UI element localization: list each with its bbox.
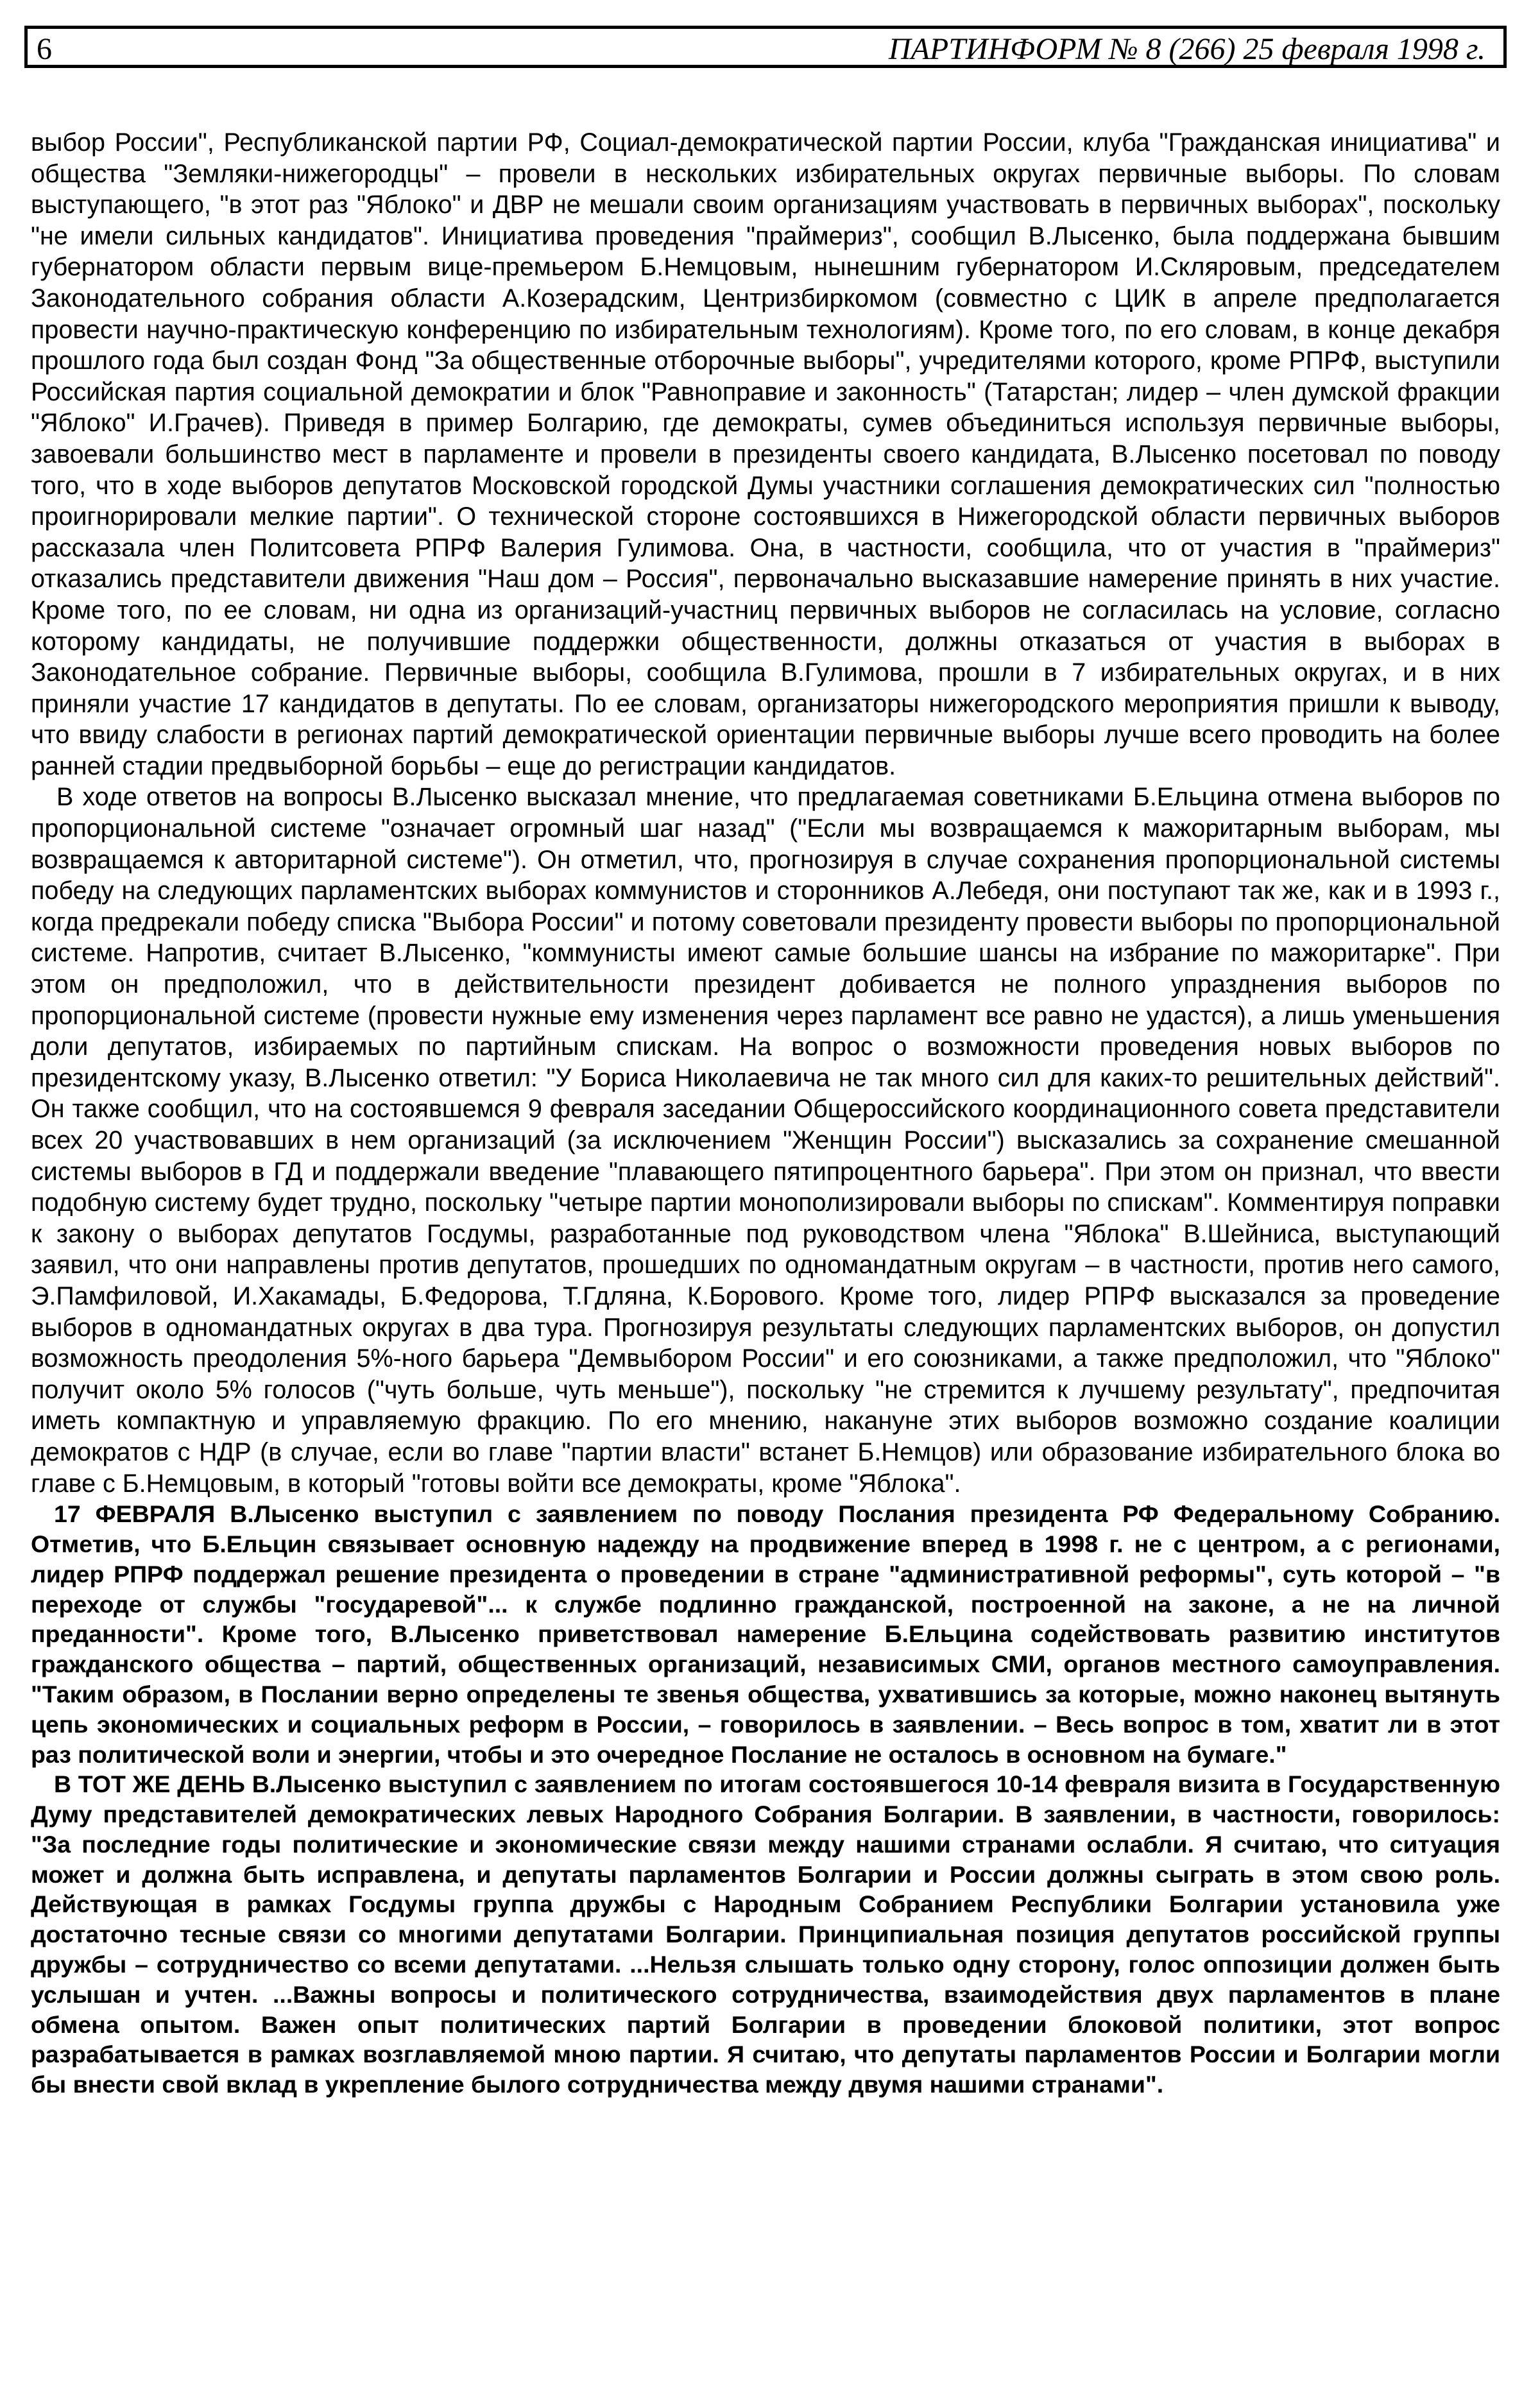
paragraph-3-bold: 17 ФЕВРАЛЯ В.Лысенко выступил с заявлением по поводу Послания президента РФ Федеральному Собранию. Отметив, что Б.Ельцин связывает основную надежду на продвижение вперед в 1998 г. не с центром, а с регионами, лидер РПРФ поддержал решение президента о проведении в стране "административной реформы", суть которой – "в переходе от службы "государевой"... к службе подлинно гражданской, построенной на законе, а не на личной преданности". Кроме того, В.Лысенко приветствовал намерение Б.Ельцина содействовать развитию институтов гражданского общества – партий, общественных организаций, независимых СМИ, органов местного самоуправления. "Таким образом, в Послании верно определены те звенья общества, ухватившись за которые, можно наконец вытянуть цепь экономических и социальных реформ в России, – говорилось в заявлении. – Весь вопрос в том, хватит ли в этот раз политической воли и энергии, чтобы и это очередное Послание не осталось в основном на бумаге." <box>31 1500 1500 1768</box>
issue-title: ПАРТИНФОРМ № 8 (266) 25 февраля 1998 г. <box>888 32 1485 66</box>
page-header <box>24 26 1507 68</box>
paragraph-4-bold: В ТОТ ЖЕ ДЕНЬ В.Лысенко выступил с заявлением по итогам состоявшегося 10-14 февраля визита в Государственную Думу представителей демократических левых Народного Собрания Болгарии. В заявлении, в частности, говорилось: "За последние годы политические и экономические связи между нашими странами ослабли. Я считаю, что ситуация может и должна быть исправлена, и депутаты парламентов Болгарии и России должны сыграть в этом свою роль. Действующая в рамках Госдумы группа дружбы с Народным Собранием Республики Болгарии установила уже достаточно тесные связи со многими депутатами Болгарии. Принципиальная позиция депутатов российской группы дружбы – сотрудничество со всеми депутатами. ...Нельзя слышать только одну сторону, голос оппозиции должен быть услышан и учтен. ...Важны вопросы и политического сотрудничества, взаимодействия двух парламентов в плане обмена опытом. Важен опыт политических партий Болгарии в проведении блоковой политики, этот вопрос разрабатывается в рамках возглавляемой мною партии. Я считаю, что депутаты парламентов России и Болгарии могли бы внести свой вклад в укрепление былого сотрудничества между двумя нашими странами". <box>31 1770 1500 2098</box>
paragraph-1: выбор России", Республиканской партии РФ, Социал-демократической партии России, клуба "Гражданская инициатива" и общества "Земляки-нижегородцы" – провели в нескольких избирательных округах первичные выборы. По словам выступающего, "в этот раз "Яблоко" и ДВР не мешали своим организациям участвовать в первичных выборах", поскольку "не имели сильных кандидатов". Инициатива проведения "праймериз", сообщил В.Лысенко, была поддержана бывшим губернатором области первым вице-премьером Б.Немцовым, нынешним губернатором И.Скляровым, председателем Законодательного собрания области А.Козерадским, Центризбиркомом (совместно с ЦИК в апреле предполагается провести научно-практическую конференцию по избирательным технологиям). Кроме того, по его словам, в конце декабря прошлого года был создан Фонд "За общественные отборочные выборы", учредителями которого, кроме РПРФ, выступили Российская партия социальной демократии и блок "Равноправие и законность" (Татарстан; лидер – член думской фракции "Яблоко" И.Грачев). Приведя в пример Болгарию, где демократы, сумев объединиться используя первичные выборы, завоевали большинство мест в парламенте и провели в президенты своего кандидата, В.Лысенко посетовал по поводу того, что в ходе выборов депутатов Московской городской Думы участники соглашения демократических сил "полностью проигнорировали мелкие партии". О технической стороне состоявшихся в Нижегородской области первичных выборов рассказала член Политсовета РПРФ Валерия Гулимова. Она, в частности, сообщила, что от участия в "праймериз" отказались представители движения "Наш дом – Россия", первоначально высказавшие намерение принять в них участие. Кроме того, по ее словам, ни одна из организаций-участниц первичных выборов не согласилась на условие, согласно которому кандидаты, не получившие поддержки общественности, должны отказаться от участия в выборах в Законодательное собрание. Первичные выборы, сообщила В.Гулимова, прошли в 7 избирательных округах, и в них приняли участие 17 кандидатов в депутаты. По ее словам, организаторы нижегородского мероприятия пришли к выводу, что ввиду слабости в регионах партий демократической ориентации первичные выборы лучше всего проводить на более ранней стадии предвыборной борьбы – еще до регистрации кандидатов. <box>31 128 1500 780</box>
article-body <box>31 127 1500 2100</box>
paragraph-2: В ходе ответов на вопросы В.Лысенко высказал мнение, что предлагаемая советниками Б.Ельцина отмена выборов по пропорциональной системе "означает огромный шаг назад" ("Если мы возвращаемся к мажоритарным выборам, мы возвращаемся к авторитарной системе"). Он отметил, что, прогнозируя в случае сохранения пропорциональной системы победу на следующих парламентских выборах коммунистов и сторонников А.Лебедя, они поступают так же, как и в 1993 г., когда предрекали победу списка "Выбора России" и потому советовали президенту провести выборы по пропорциональной системе. Напротив, считает В.Лысенко, "коммунисты имеют самые большие шансы на избрание по мажоритарке". При этом он предположил, что в действительности президент добивается не полного упразднения выборов по пропорциональной системе (провести нужные ему изменения через парламент все равно не удастся), а лишь уменьшения доли депутатов, избираемых по партийным спискам. На вопрос о возможности проведения новых выборов по президентскому указу, В.Лысенко ответил: "У Бориса Николаевича не так много сил для каких-то решительных действий". Он также сообщил, что на состоявшемся 9 февраля заседании Общероссийского координационного совета представители всех 20 участвовавших в нем организаций (за исключением "Женщин России") высказались за сохранение смешанной системы выборов в ГД и поддержали введение "плавающего пятипроцентного барьера". При этом он признал, что ввести подобную систему будет трудно, поскольку "четыре партии монополизировали выборы по спискам". Комментируя поправки к закону о выборах депутатов Госдумы, разработанные под руководством члена "Яблока" В.Шейниса, выступающий заявил, что они направлены против депутатов, прошедших по одномандатным округам – в частности, против него самого, Э.Памфиловой, И.Хакамады, Б.Федорова, Т.Гдляна, К.Борового. Кроме того, лидер РПРФ высказался за проведение выборов в одномандатных округах в два тура. Прогнозируя результаты следующих парламентских выборов, он допустил возможность преодоления 5%-ного барьера "Демвыбором России" и его союзниками, а также предположил, что "Яблоко" получит около 5% голосов ("чуть больше, чуть меньше"), поскольку "не стремится к лучшему результату", предпочитая иметь компактную и управляемую фракцию. По его мнению, накануне этих выборов возможно создание коалиции демократов с НДР (в случае, если во главе "партии власти" встанет Б.Немцов) или образование избирательного блока во главе с Б.Немцовым, в который "готовы войти все демократы, кроме "Яблока". <box>31 783 1500 1498</box>
page-number: 6 <box>37 32 52 66</box>
